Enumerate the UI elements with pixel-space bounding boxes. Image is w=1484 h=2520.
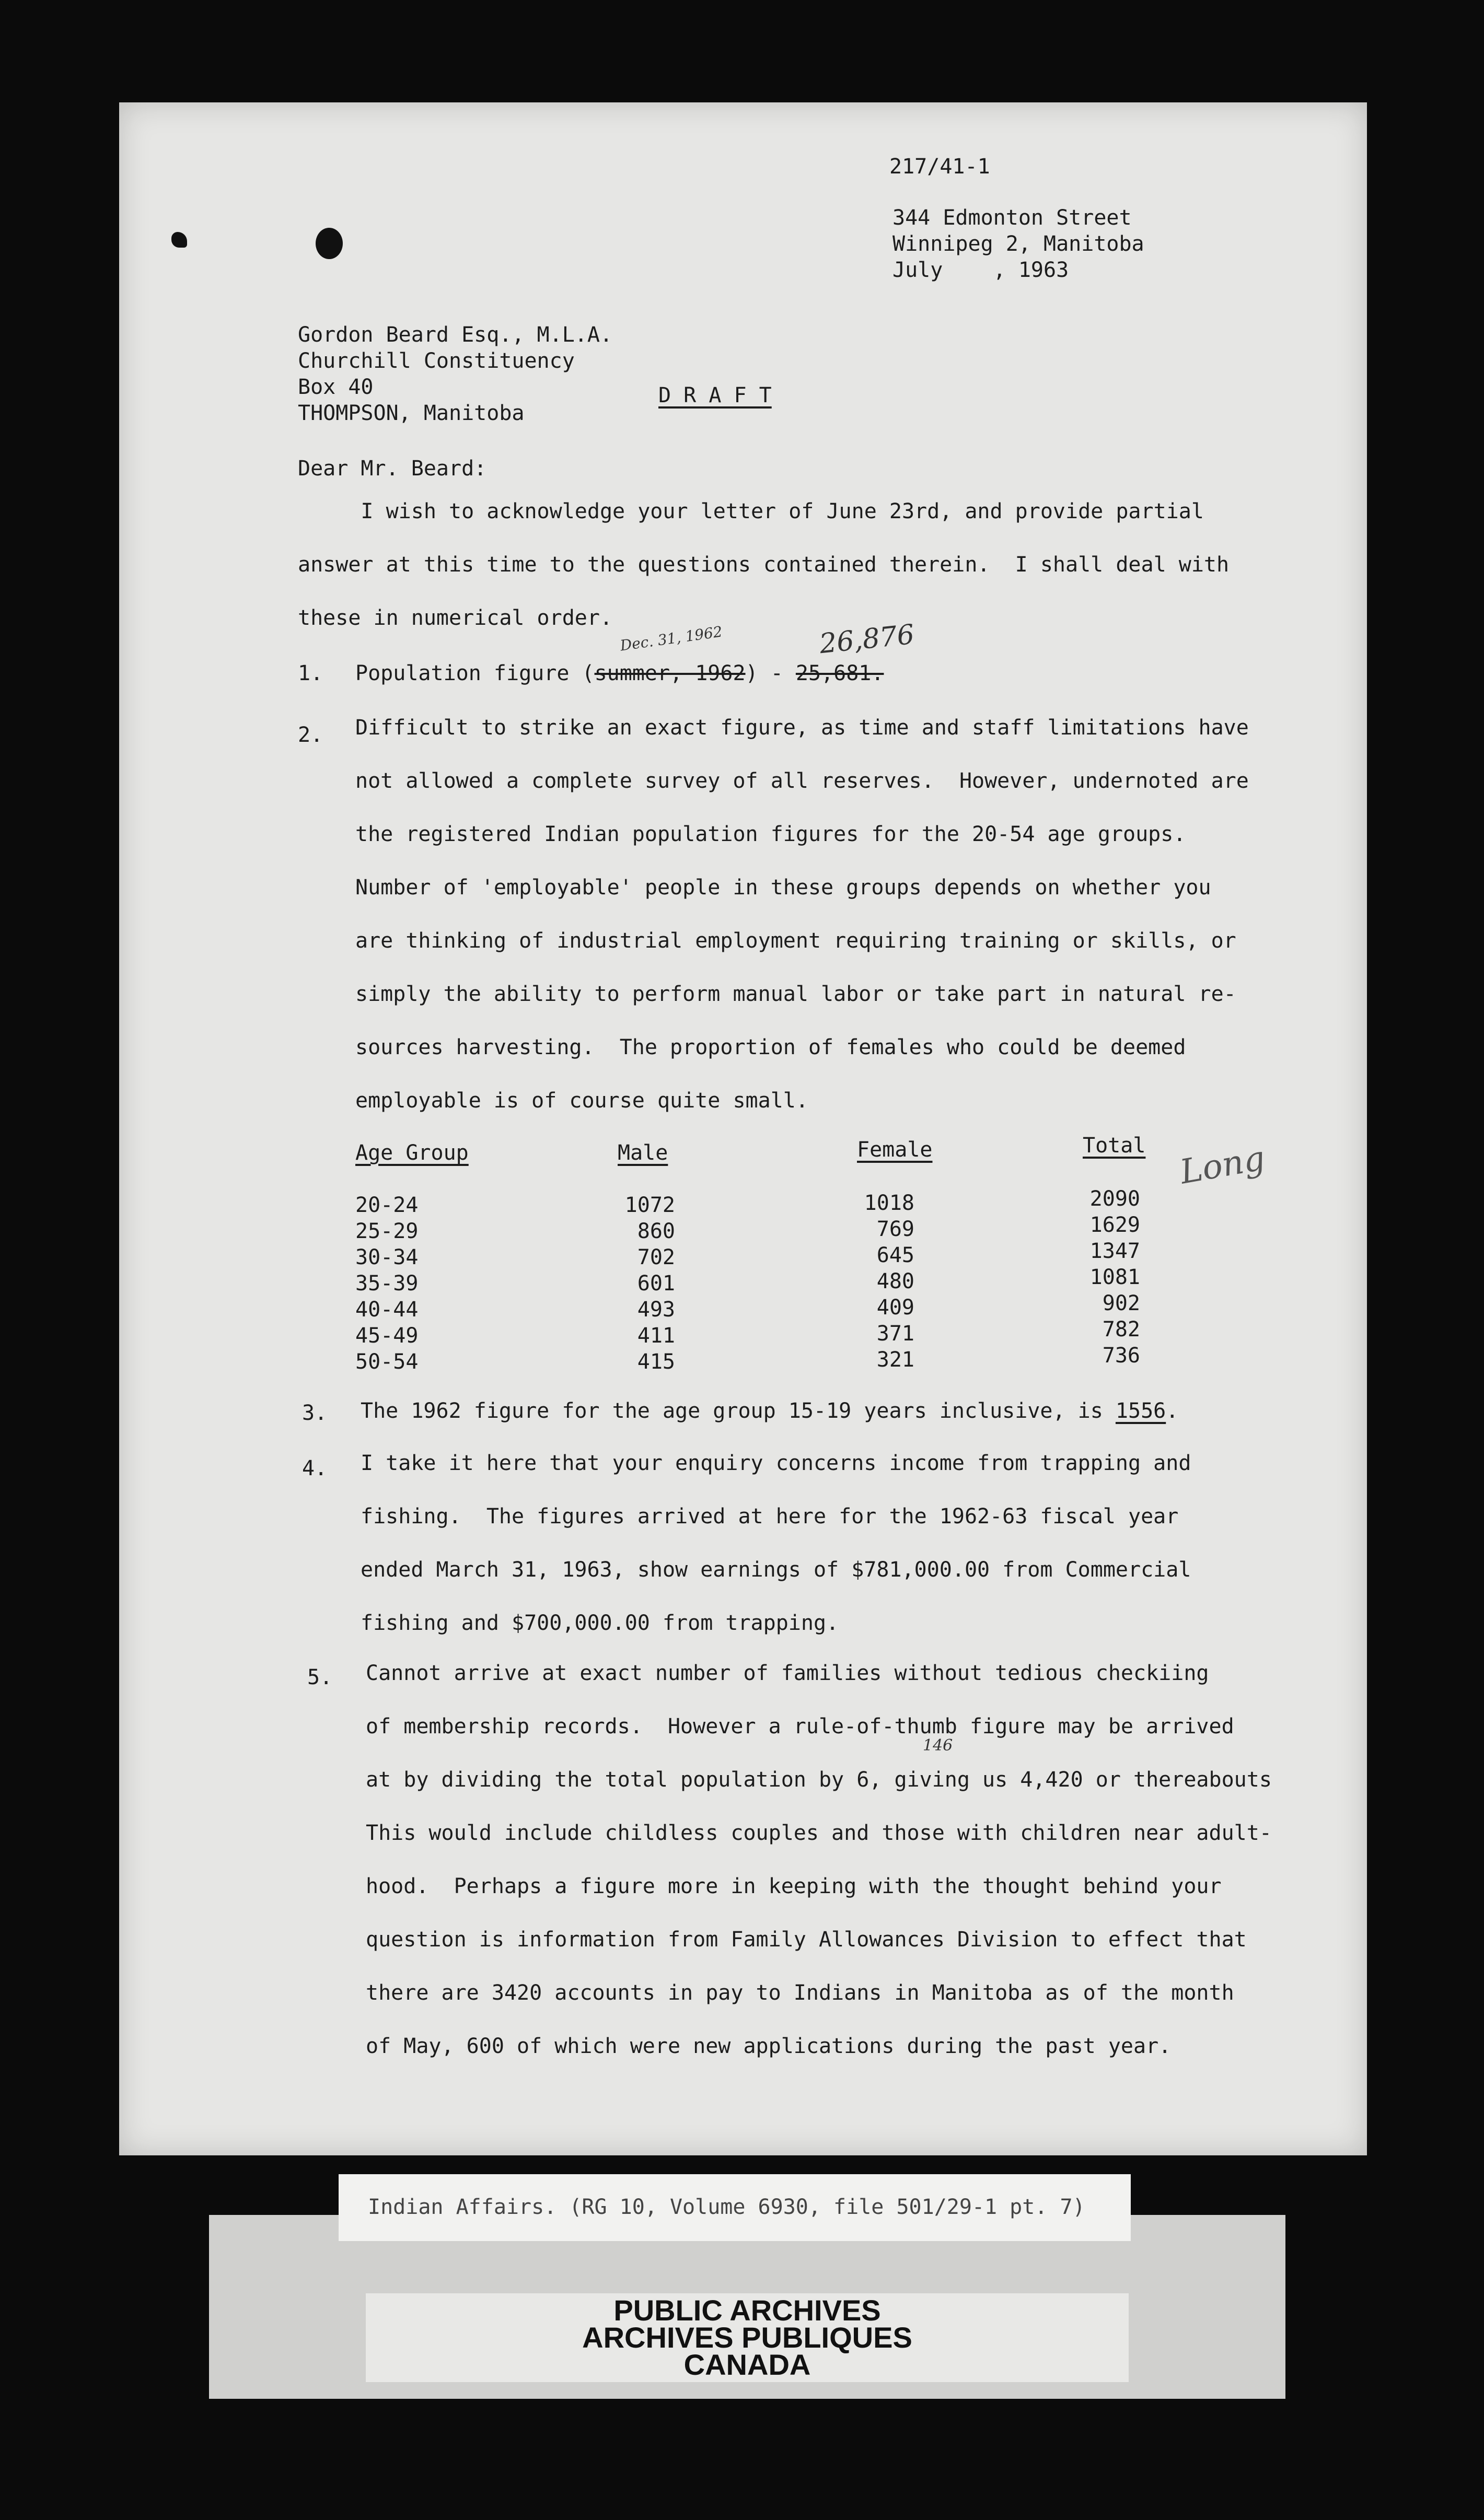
stamp-line: ARCHIVES PUBLIQUES: [582, 2321, 912, 2354]
archive-citation-strip: [339, 2174, 1131, 2241]
cell-age: 20-24: [355, 1193, 419, 1217]
table-header-male: Male: [618, 1141, 668, 1165]
table-column-male: [618, 1192, 675, 1375]
item2-line: simply the ability to perform manual labor or take part in natural re-: [355, 982, 1236, 1006]
cell-female: 1018: [864, 1191, 914, 1215]
table-header-total: Total: [1083, 1134, 1146, 1158]
sender-address-line: Winnipeg 2, Manitoba: [892, 232, 1144, 256]
item3-text: The 1962 figure for the age group 15-19 years inclusive, is: [361, 1399, 1116, 1423]
cell-female: 769: [876, 1217, 914, 1241]
cell-age: 40-44: [355, 1298, 419, 1322]
letter-date: July , 1963: [892, 258, 1069, 282]
item-number: 3.: [302, 1401, 328, 1425]
item-number: 1.: [298, 661, 323, 685]
cell-total: 902: [1102, 1291, 1140, 1315]
item4-line: I take it here that your enquiry concerns income from trapping and: [361, 1451, 1191, 1475]
archive-stamp-band: [209, 2215, 1285, 2399]
item2-line: employable is of course quite small.: [355, 1089, 808, 1113]
cell-female: 371: [876, 1322, 914, 1346]
ink-blot: [171, 232, 187, 248]
intro-line: these in numerical order.: [298, 606, 613, 630]
sender-address-line: 344 Edmonton Street: [892, 206, 1132, 230]
item1-struck-value: 25,681.: [795, 661, 884, 685]
cell-total: 782: [1102, 1317, 1140, 1341]
item2-line: Number of 'employable' people in these groups depends on whether you: [355, 876, 1211, 900]
cell-total: 1081: [1089, 1265, 1140, 1289]
cell-total: 2090: [1089, 1187, 1140, 1211]
cell-total: 1347: [1089, 1239, 1140, 1263]
item2-line: Difficult to strike an exact figure, as time and staff limitations have: [355, 716, 1249, 740]
item-number: 2.: [298, 723, 323, 747]
item4-line: ended March 31, 1963, show earnings of $781,000.00 from Commercial: [361, 1558, 1191, 1582]
item2-line: sources harvesting. The proportion of females who could be deemed: [355, 1035, 1186, 1059]
hole-punch-mark: [316, 228, 343, 259]
item2-line: not allowed a complete survey of all reserves. However, undernoted are: [355, 769, 1249, 793]
item4-line: fishing and $700,000.00 from trapping.: [361, 1611, 839, 1635]
cell-female: 645: [876, 1243, 914, 1267]
item1-suffix: ) -: [745, 661, 796, 685]
item1-prefix: Population figure (: [355, 661, 595, 685]
item5-line: of membership records. However a rule-of-thumb figure may be arrived: [366, 1714, 1234, 1739]
item5-line: Cannot arrive at exact number of families without tedious checkiing: [366, 1661, 1209, 1685]
item5-line: hood. Perhaps a figure more in keeping with the thought behind your: [366, 1874, 1222, 1898]
cell-age: 30-34: [355, 1245, 419, 1269]
recipient-line: Gordon Beard Esq., M.L.A.: [298, 323, 613, 347]
table-column-female: [857, 1190, 914, 1373]
archive-stamp: [366, 2293, 1129, 2382]
cell-male: 702: [637, 1245, 675, 1269]
cell-male: 411: [637, 1324, 675, 1348]
cell-total: 1629: [1089, 1213, 1140, 1237]
handwritten-population: 26,876: [818, 619, 916, 660]
item1-struck-date: summer, 1962: [594, 661, 746, 685]
cell-age: 35-39: [355, 1271, 419, 1296]
item3-value: 1556: [1115, 1399, 1166, 1423]
cell-age: 25-29: [355, 1219, 419, 1243]
item5-line: at by dividing the total population by 6, giving us 4,420 or thereabouts: [366, 1768, 1272, 1792]
item5-line: of May, 600 of which were new applications during the past year.: [366, 2034, 1172, 2058]
cell-male: 1072: [624, 1193, 675, 1217]
recipient-line: THOMPSON, Manitoba: [298, 401, 525, 425]
file-reference: 217/41-1: [889, 155, 990, 179]
intro-line: I wish to acknowledge your letter of June 23rd, and provide partial: [298, 499, 1204, 523]
stamp-line: PUBLIC ARCHIVES: [613, 2294, 881, 2327]
item1-line: [355, 660, 884, 686]
cell-male: 493: [637, 1298, 675, 1322]
cell-female: 480: [876, 1269, 914, 1293]
cell-age: 45-49: [355, 1324, 419, 1348]
recipient-line: Churchill Constituency: [298, 349, 575, 373]
recipient-line: Box 40: [298, 375, 374, 399]
archive-citation: Indian Affairs. (RG 10, Volume 6930, file 501/29-1 pt. 7): [368, 2195, 1085, 2219]
item3-line: [361, 1398, 1178, 1424]
table-row: [355, 1192, 418, 1375]
handwritten-correction: 146: [923, 1736, 953, 1755]
cell-male: 601: [637, 1271, 675, 1296]
item5-line: there are 3420 accounts in pay to Indians in Manitoba as of the month: [366, 1981, 1234, 2005]
draft-label: D R A F T: [658, 383, 772, 407]
cell-male: 415: [637, 1350, 675, 1374]
item-number: 5.: [307, 1665, 333, 1689]
item2-line: are thinking of industrial employment requiring training or skills, or: [355, 929, 1236, 953]
cell-male: 860: [637, 1219, 675, 1243]
cell-total: 736: [1102, 1344, 1140, 1368]
stamp-line: CANADA: [683, 2348, 811, 2381]
letter-page: [119, 102, 1367, 2155]
table-column-total: [1083, 1186, 1140, 1369]
handwritten-date: Dec. 31, 1962: [619, 623, 724, 655]
item2-line: the registered Indian population figures for the 20-54 age groups.: [355, 822, 1186, 846]
intro-line: answer at this time to the questions contained therein. I shall deal with: [298, 553, 1230, 577]
margin-handwriting: Long: [1177, 1139, 1268, 1192]
cell-female: 409: [876, 1296, 914, 1320]
item4-line: fishing. The figures arrived at here for the 1962-63 fiscal year: [361, 1504, 1179, 1529]
item3-end: .: [1166, 1399, 1179, 1423]
cell-age: 50-54: [355, 1350, 419, 1374]
table-header-female: Female: [857, 1138, 933, 1162]
table-header-age: Age Group: [355, 1141, 469, 1165]
item5-line: question is information from Family Allowances Division to effect that: [366, 1928, 1247, 1952]
item-number: 4.: [302, 1456, 328, 1480]
salutation: Dear Mr. Beard:: [298, 457, 487, 481]
item5-line: This would include childless couples and those with children near adult-: [366, 1821, 1272, 1845]
cell-female: 321: [876, 1348, 914, 1372]
